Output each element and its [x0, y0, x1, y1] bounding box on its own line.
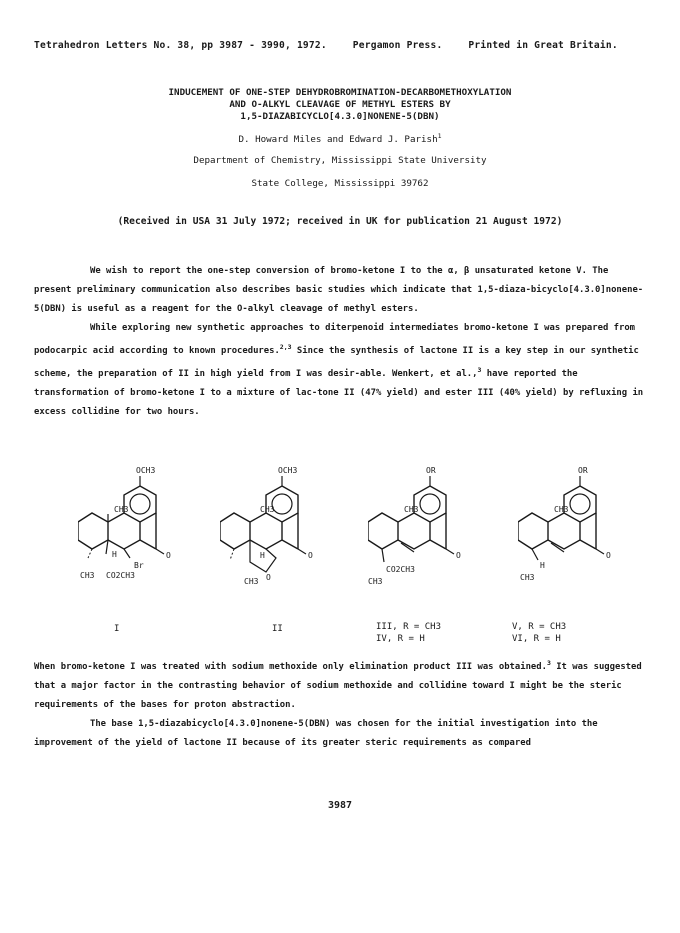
structure-II-methoxy: OCH3	[278, 466, 298, 475]
affiliation-line-1: Department of Chemistry, Mississippi State University	[193, 155, 487, 166]
structure-II-hydrogen: H	[260, 551, 265, 560]
structure-V-VI	[518, 466, 638, 591]
title-line-2: AND O-ALKYL CLEAVAGE OF METHYL ESTERS BY	[229, 99, 451, 110]
label-IV: IV, R = H	[376, 634, 425, 644]
structure-I-bromine: Br	[134, 561, 144, 570]
structure-I-methoxy: OCH3	[136, 466, 156, 475]
received-dates: (Received in USA 31 July 1972; received in UK for publication 21 August 1972)	[117, 216, 563, 227]
structure-III-ester: CO2CH3	[386, 565, 415, 574]
label-III: III, R = CH3	[376, 622, 442, 632]
structure-II	[220, 466, 340, 591]
structure-III-IV	[368, 466, 488, 591]
structure-I-methyl: CH3	[114, 505, 129, 514]
running-header	[34, 40, 618, 51]
paragraph-3: When bromo-ketone I was treated with sodium methoxide only elimination product III was obtained.$^3$ It was suggested that a major factor in the contrasting behavior of sodium methoxide and collidine toward I might be the steric requirements of the bases for proton abstraction.	[34, 659, 642, 710]
title-line-1: INDUCEMENT OF ONE-STEP DEHYDROBROMINATION-DECARBOMETHOXYLATION	[168, 87, 512, 98]
structure-V-ch3: CH3	[520, 573, 535, 582]
body-text-upper	[34, 262, 646, 422]
paragraph-2: While exploring new synthetic approaches to diterpenoid intermediates bromo-ketone I was prepared from podocarpic acid according to known procedures.$^{2,3}$ Since the synthesis of lactone II is a key step in our synthetic scheme, the preparation of II in high yield from I was desir-able. Wenkert, et al.,$^3$ have reported the transformation of bromo-ketone I to a mixture of lac-tone II (47% yield) and ester III (40% yield) by refluxing in excess collidine for two hours.	[34, 323, 644, 417]
printed-in: Printed in Great Britain.	[468, 40, 618, 51]
label-II: II	[272, 624, 283, 634]
publisher: Pergamon Press.	[352, 40, 443, 51]
page-number: 3987	[327, 800, 353, 811]
affiliation-line-2: State College, Mississippi 39762	[251, 178, 429, 189]
structure-II-ch3: CH3	[244, 577, 259, 586]
structure-I-ch3: CH3	[80, 571, 95, 580]
structure-III-methyl: CH3	[404, 505, 419, 514]
label-V: V, R = CH3	[512, 622, 567, 632]
author-names: D. Howard Miles and Edward J. Parish	[238, 134, 438, 146]
structure-V-carbonyl: O	[606, 551, 611, 560]
structure-I-ester: CO2CH3	[106, 571, 135, 580]
structure-II-methyl: CH3	[260, 505, 275, 514]
structure-V-hydrogen: H	[540, 561, 545, 570]
title-line-3: 1,5-DIAZABICYCLO[4.3.0]NONENE-5(DBN)	[240, 111, 440, 122]
paragraph-1: We wish to report the one-step conversion of bromo-ketone I to the α, β unsaturated ketone V. The present preliminary communication also describes basic studies which indicate that 1,5-diaza-bicyclo[4.3.0]nonene-5(DBN) is useful as a reagent for the O-alkyl cleavage of methyl esters.	[34, 266, 644, 314]
label-VI: VI, R = H	[512, 634, 561, 644]
structure-I-carbonyl: O	[166, 551, 171, 560]
structure-II-carbonyl: O	[308, 551, 313, 560]
paragraph-4: The base 1,5-diazabicyclo[4.3.0]nonene-5(DBN) was chosen for the initial investigation into the improvement of the yield of lactone II because of its greater steric requirements as compared	[34, 718, 598, 748]
structure-V-methyl: CH3	[554, 505, 569, 514]
authors	[0, 132, 680, 145]
structure-I	[78, 466, 198, 591]
structure-III-carbonyl: O	[456, 551, 461, 560]
structure-I-hydrogen: H	[112, 550, 117, 559]
author-footnote-mark: 1	[437, 132, 442, 140]
journal-citation: Tetrahedron Letters No. 38, pp 3987 - 3990, 1972.	[34, 40, 327, 51]
structure-V-substituent: OR	[578, 466, 588, 475]
structure-III-ch3: CH3	[368, 577, 383, 586]
structure-II-lactone-oxygen: O	[266, 573, 271, 582]
structure-III-substituent: OR	[426, 466, 436, 475]
label-I: I	[114, 624, 120, 634]
body-text-lower	[34, 654, 646, 753]
